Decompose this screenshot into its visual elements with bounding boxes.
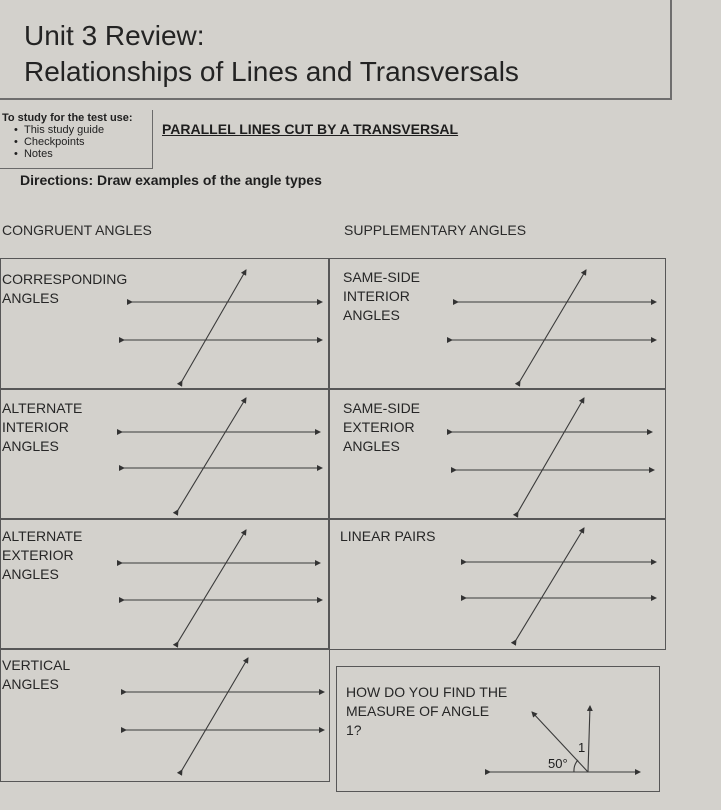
question-line: 1?	[346, 722, 362, 738]
transversal-line	[178, 530, 246, 642]
label-line: EXTERIOR	[343, 419, 415, 435]
label-line: ANGLES	[2, 438, 59, 454]
directions: Directions: Draw examples of the angle types	[20, 172, 322, 188]
study-item-label: Notes	[23, 148, 53, 160]
label-line: ALTERNATE	[2, 528, 83, 544]
transversal-line	[516, 528, 584, 640]
study-item: • Checkpoints	[14, 136, 85, 148]
label-line: EXTERIOR	[2, 547, 74, 563]
transversal-line	[178, 398, 246, 510]
label-line: ALTERNATE	[2, 400, 83, 416]
label-line: LINEAR PAIRS	[340, 528, 436, 544]
angle-value-label: 50°	[548, 756, 568, 771]
study-heading: To study for the test use:	[2, 112, 133, 124]
label-line: ANGLES	[2, 676, 59, 692]
supplementary-angles-header: SUPPLEMENTARY ANGLES	[344, 222, 527, 238]
transversal-line	[520, 270, 586, 381]
label-line: ANGLES	[343, 438, 400, 454]
section-title: PARALLEL LINES CUT BY A TRANSVERSAL	[162, 121, 459, 137]
label-line: INTERIOR	[343, 288, 410, 304]
label-line: CORRESPONDING	[2, 271, 128, 287]
study-item: • This study guide	[14, 124, 105, 136]
angle-arc	[574, 760, 578, 772]
question-line: HOW DO YOU FIND THE	[346, 684, 508, 700]
transversal-line	[518, 398, 584, 512]
label-line: ANGLES	[2, 566, 59, 582]
congruent-angles-header: CONGRUENT ANGLES	[2, 222, 152, 238]
label-line: SAME-SIDE	[343, 269, 421, 285]
label-line: VERTICAL	[2, 657, 71, 673]
unit-title: Unit 3 Review:	[24, 20, 205, 51]
question-line: MEASURE OF ANGLE	[346, 703, 490, 719]
study-item-label: Checkpoints	[23, 136, 85, 148]
label-line: SAME-SIDE	[343, 400, 421, 416]
label-line: INTERIOR	[2, 419, 69, 435]
ray-line	[588, 706, 590, 772]
angle-number-label: 1	[578, 740, 586, 755]
transversal-line	[182, 658, 248, 770]
label-line: ANGLES	[343, 307, 400, 323]
unit-subtitle: Relationships of Lines and Transversals	[24, 56, 519, 87]
transversal-line	[182, 270, 246, 381]
label-line: ANGLES	[2, 290, 59, 306]
study-item-label: This study guide	[23, 124, 105, 136]
study-item: • Notes	[14, 148, 53, 160]
